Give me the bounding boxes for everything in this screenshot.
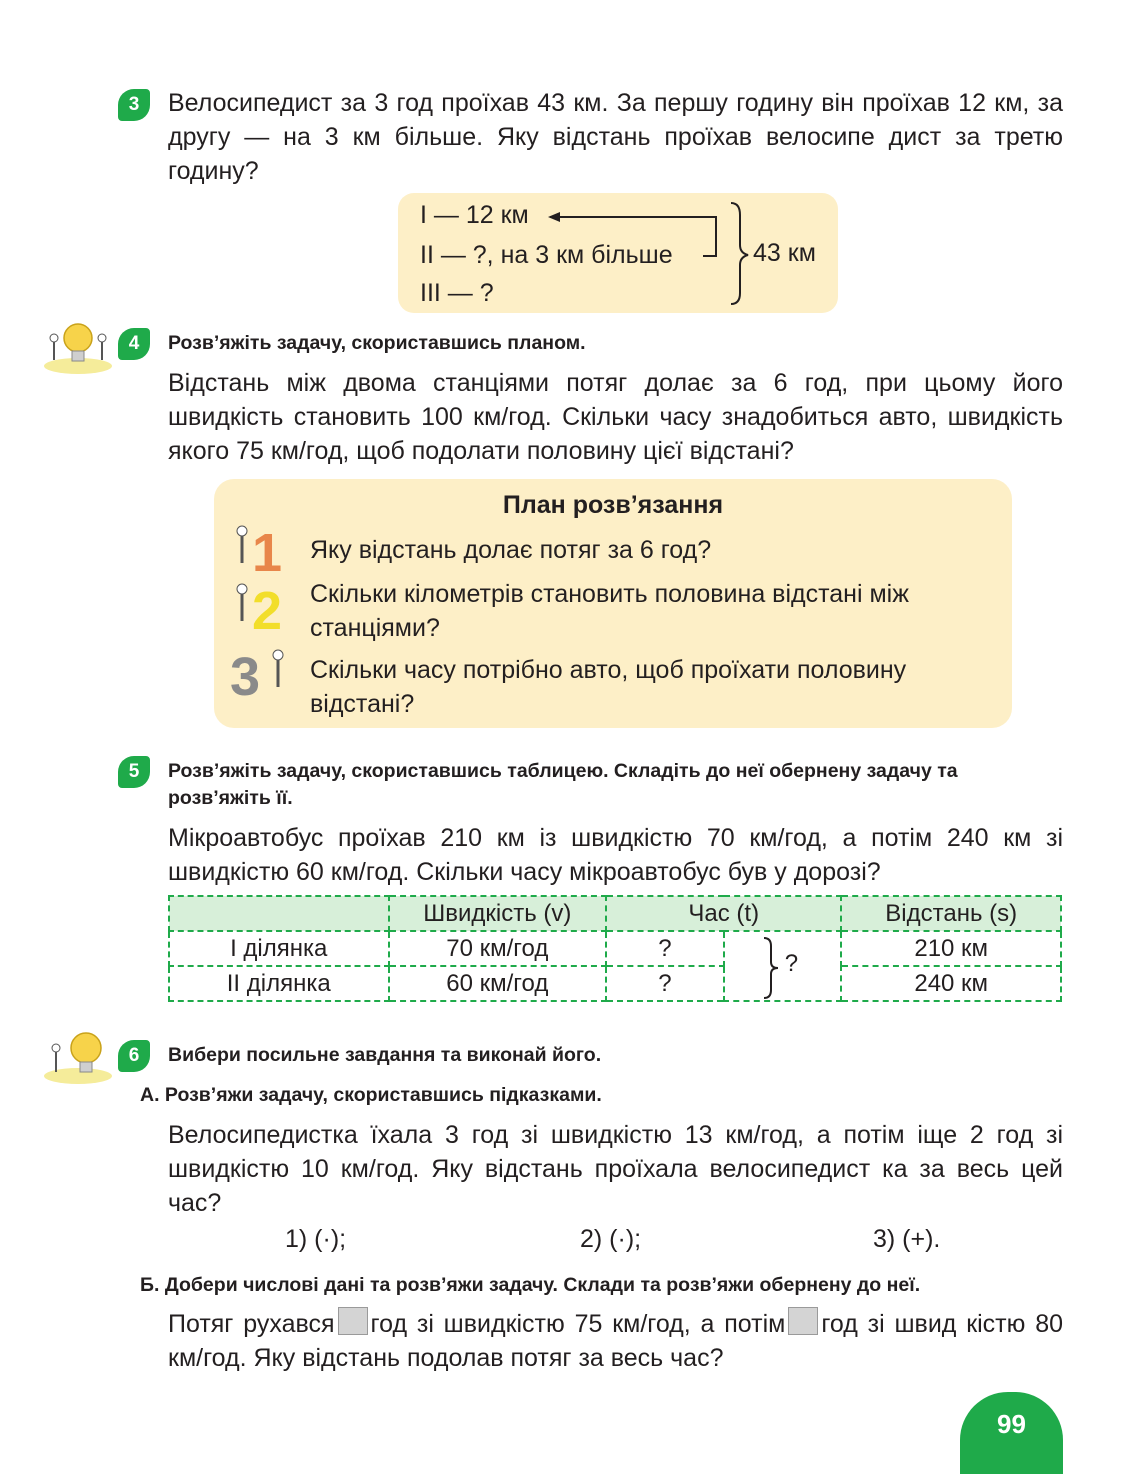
svg-text:3: 3 [230,647,261,699]
scheme-total: 43 км [753,239,816,267]
table-cell: ? [606,966,724,1001]
table-cell: 60 км/год [389,966,607,1001]
task-3-scheme [398,193,838,313]
svg-text:1: 1 [252,523,283,575]
plan-step-1: Яку відстань долає потяг за 6 год? [310,536,712,564]
scheme-row-3: III — ? [420,279,494,307]
scheme-row-1: I — 12 км [420,201,529,229]
hint-2: 2) (·); [580,1225,642,1253]
task-6b-text-part-3: год зі швид кістю 80 км/год. Яку відстань подолав потяг за весь час? [168,1310,1064,1372]
table-row [169,966,1061,1001]
task-5-instruction: Розв’яжіть задачу, скориставшись таблицею. Складіть до неї обернену задачу та розв’яжіть її. [168,760,958,809]
task-6b-text-part-2: год зі швидкістю 75 км/год, а потім [370,1310,786,1338]
table-cell: I ділянка [169,931,389,966]
table-row [169,931,1061,966]
task-5-text: Мікроавтобус проїхав 210 км із швидкістю 70 км/год, а потім 240 км зі швидкістю 60 км/год. Скільки часу мікроавтобус був у дорозі? [168,824,1063,886]
table-cell: 240 км [841,966,1061,1001]
speed-time-distance-table [168,895,1062,1002]
table-header-cell: Швидкість (v) [389,896,607,931]
page-number: 99 [997,1409,1026,1439]
solution-plan-box [214,479,1012,728]
table-cell: 210 км [841,931,1061,966]
task-6b-heading: Б. Добери числові дані та розв’яжи задачу. Склади та розв’яжи обернену до неї. [140,1274,921,1296]
task-6-number-badge: 6 [118,1040,150,1072]
task-6-instruction: Вибери посильне завдання та виконай його. [168,1044,602,1066]
task-6a-text: Велосипедистка їхала 3 год зі швидкістю 13 км/год, а потім іще 2 год зі швидкістю 10 км/год. Яку відстань проїхала велосипедист ка за весь цей час? [168,1121,1063,1217]
time-total-cell [724,931,842,1001]
table-cell: II ділянка [169,966,389,1001]
task-6a-heading: А. Розв’яжи задачу, скориставшись підказками. [140,1084,602,1106]
task-3-number-badge: 3 [118,89,150,121]
svg-text:2: 2 [252,581,283,633]
blank-input-box[interactable] [338,1307,368,1335]
curly-brace-icon [761,936,781,1000]
time-total-value: ? [784,950,799,977]
table-header-cell: Час (t) [606,896,841,931]
task-3-text: Велосипедист за 3 год проїхав 43 км. За першу годину він проїхав 12 км, за другу — на 3 км більше. Яку відстань проїхав велосипе дист за третю годину? [168,89,1063,185]
table-header-cell: Відстань (s) [841,896,1061,931]
task-4-number-badge: 4 [118,328,150,360]
table-header-cell [169,896,389,931]
task-6b-text [168,1307,1063,1375]
scheme-row-2: II — ?, на 3 км більше [420,241,673,269]
teamwork-lightbulb-icon [42,318,114,376]
plan-step-3: Скільки часу потрібно авто, щоб проїхати половину відстані? [310,656,907,718]
table-cell: 70 км/год [389,931,607,966]
table-header-row [169,896,1061,931]
plan-step-2: Скільки кілометрів становить половина відстані між станціями? [310,580,909,642]
hint-1: 1) (·); [285,1225,347,1253]
step-2-icon [230,577,290,633]
page-number-tab [960,1392,1063,1474]
step-3-icon [230,643,290,699]
task-4-text: Відстань між двома станціями потяг долає за 6 год, при цьому його швидкість становить 100 км/год. Скільки часу знадобиться авто, швидкість якого 75 км/год, щоб подолати половину цієї відстані? [168,369,1063,465]
task-4-instruction: Розв’яжіть задачу, скориставшись планом. [168,332,586,354]
task-6b-text-part-1: Потяг рухався [168,1310,335,1338]
blank-input-box[interactable] [788,1307,818,1335]
step-1-icon [230,519,290,575]
table-cell: ? [606,931,724,966]
plan-title: План розв’язання [502,491,724,519]
task-5-number-badge: 5 [118,756,150,788]
hint-3: 3) (+). [873,1225,941,1253]
person-lightbulb-icon [42,1028,114,1086]
